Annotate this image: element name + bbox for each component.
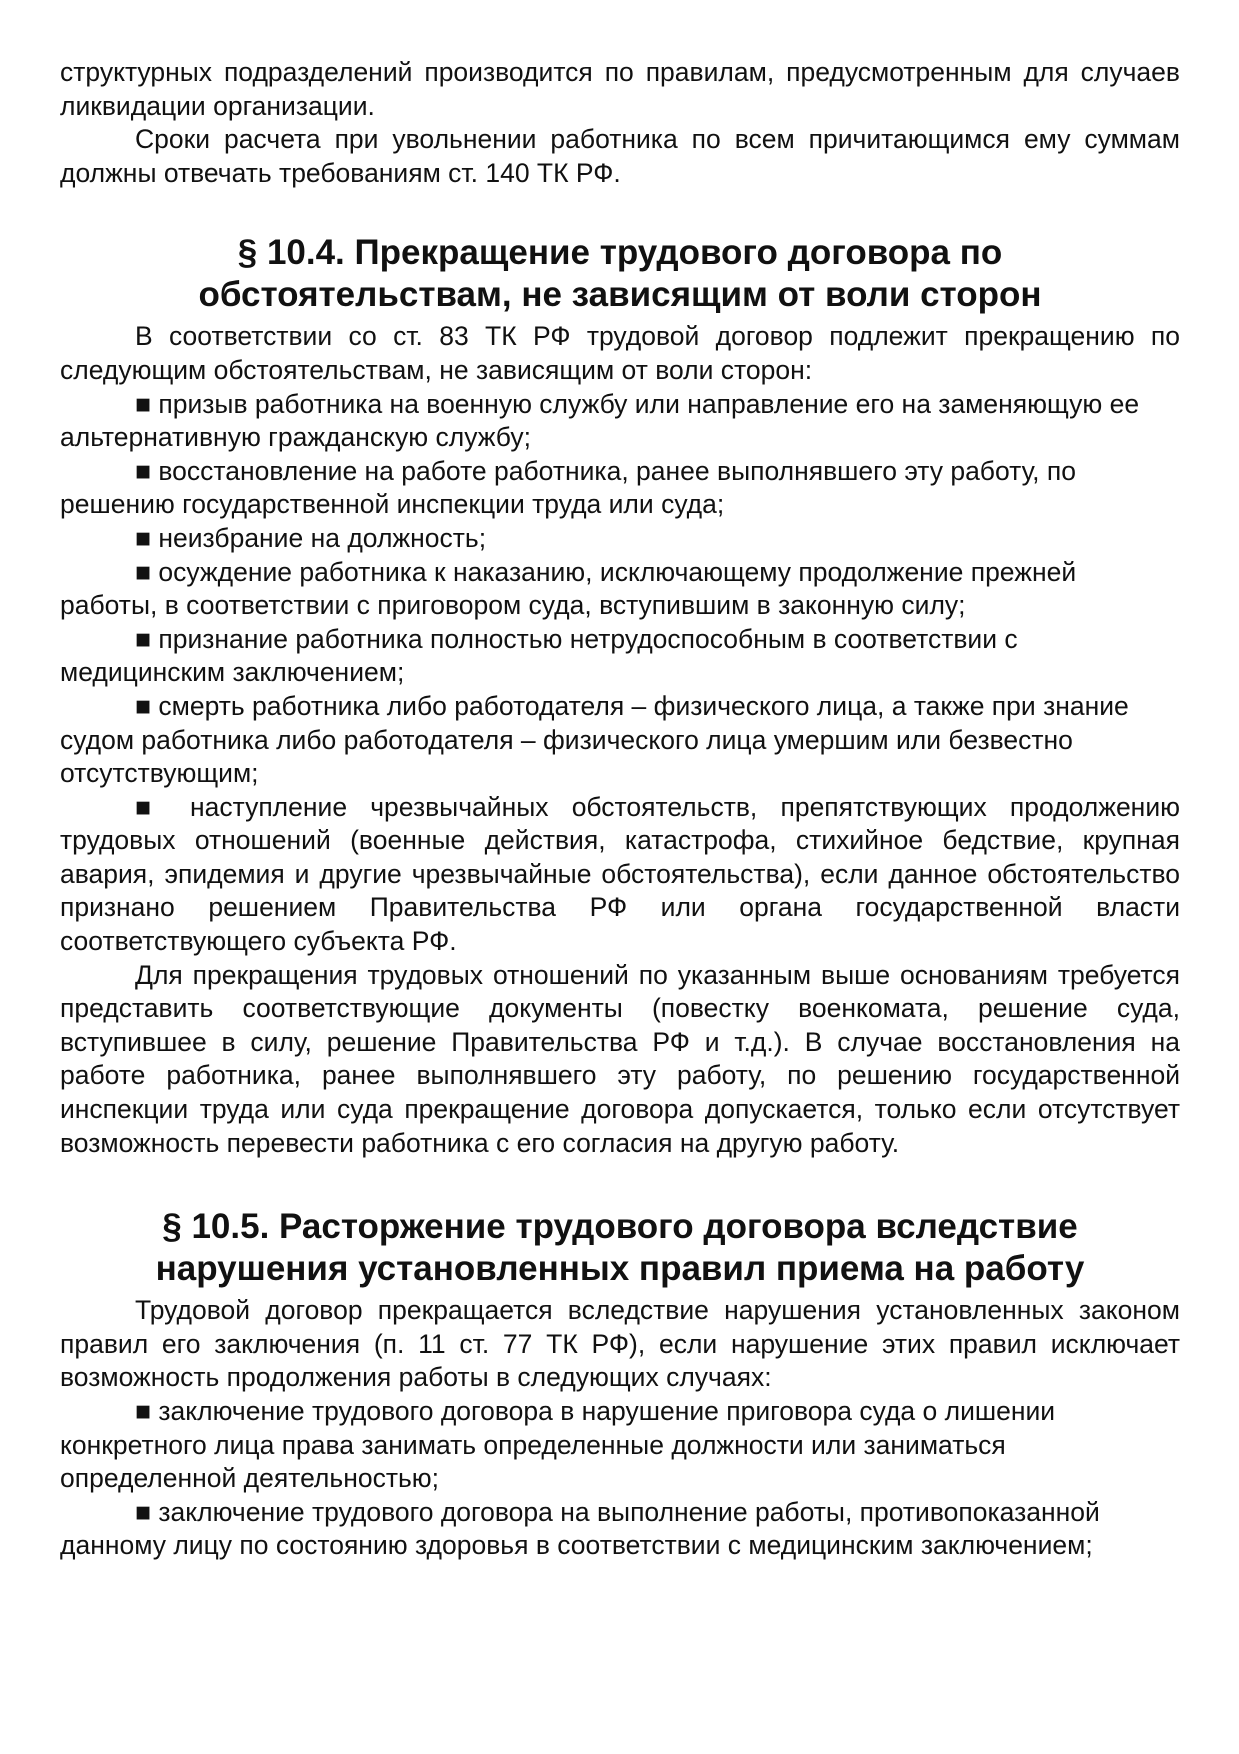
section-10-4-heading [60,232,1180,316]
intro-paragraph-2: Сроки расчета при увольнении работника по всем причитающимся ему суммам должны отвечать требованиям ст. 140 ТК РФ. [60,124,1180,188]
section-10-5-bullet: ■ заключение трудового договора в нарушение приговора суда о лишении конкретного лица права занимать определенные должности или заниматься определенной деятельностью; [60,1396,1056,1494]
section-10-5-heading-line-2: нарушения установленных правил приема на работу [155,1249,1085,1289]
section-10-4-heading-line-1: § 10.4. Прекращение трудового договора по [237,233,1003,273]
section-10-4-bullet: ■ признание работника полностью нетрудоспособным в соответствии с медицинским заключением; [60,623,1018,688]
section-10-4-heading-line-2: обстоятельствам, не зависящим от воли сторон [198,275,1042,315]
section-10-4-bullet: ■ неизбрание на должность; [135,522,487,553]
section-10-5-intro: Трудовой договор прекращается вследствие нарушения установленных законом правил его заключения (п. 11 ст. 77 ТК РФ), если нарушение этих правил исключает возможность продолжения работы в следующих случаях: [60,1295,1180,1393]
section-10-5-heading [60,1206,1180,1290]
section-10-4-bullet: ■ смерть работника либо работодателя – физического лица, а также при знание судом работника либо работодателя – физического лица умершим или безвестно отсутствующим; [60,690,1129,789]
section-10-4-bullet: ■ призыв работника на военную службу или направление его на заменяющую ее альтернативную гражданскую службу; [60,388,1140,453]
section-10-5-heading-line-1: § 10.5. Расторжение трудового договора вследствие [162,1207,1078,1247]
section-10-4-bullet: ■ наступление чрезвычайных обстоятельств, препятствующих продолжению трудовых отношений (военные действия, катастрофа, стихийное бедствие, крупная авария, эпидемия и другие чрезвычайные обстоятельства), если данное обстоятельство признано решением Правительства РФ или органа государственной власти соответствующего субъекта РФ. [60,791,1180,957]
intro-paragraph-1: структурных подразделений производится по правилам, предусмотренным для случаев ликвидации организации. [60,57,1180,121]
section-10-4-intro: В соответствии со ст. 83 ТК РФ трудовой договор подлежит прекращению по следующим обстоятельствам, не зависящим от воли сторон: [60,321,1180,385]
section-10-4-bullet: ■ осуждение работника к наказанию, исключающему продолжение прежней работы, в соответствии с приговором суда, вступившим в законную силу; [60,556,1077,621]
section-10-5-bullet: ■ заключение трудового договора на выполнение работы, противопоказанной данному лицу по состоянию здоровья в соответствии с медицинским заключением; [60,1496,1100,1561]
section-10-4-closing: Для прекращения трудовых отношений по указанным выше основаниям требуется представить соответствующие документы (повестку военкомата, решение суда, вступившее в силу, решение Правительства РФ и т.д.). В случае восстановления на работе работника, ранее выполнявшего эту работу, по решению государственной инспекции труда или суда прекращение договора допускается, только если отсутствует возможность перевести работника с его согласия на другую работу. [60,959,1180,1158]
section-10-4-bullet: ■ восстановление на работе работника, ранее выполнявшего эту работу, по решению государственной инспекции труда или суда; [60,455,1076,520]
document-page [60,56,1180,1563]
